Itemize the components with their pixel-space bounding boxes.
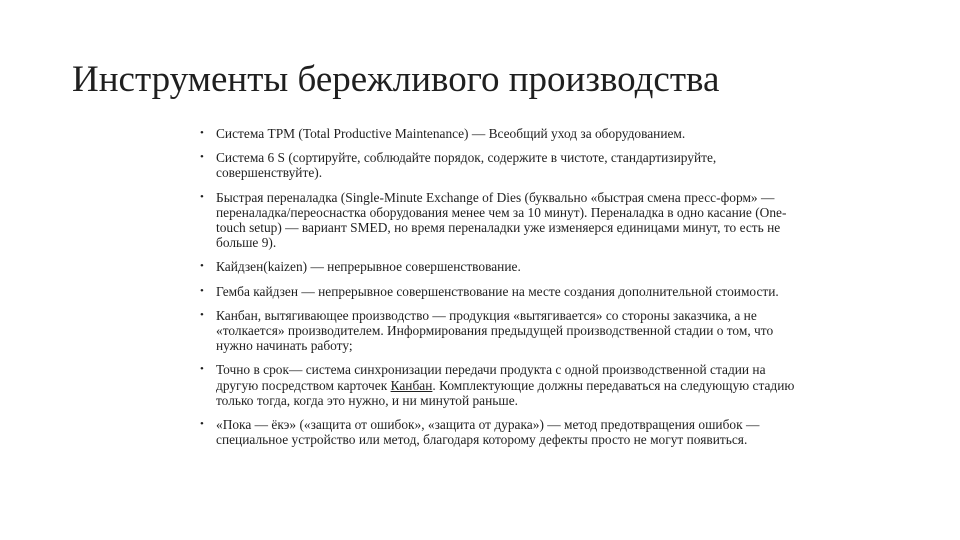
bullet-text: Система 6 S (сортируйте, соблюдайте порядок, содержите в чистоте, стандартизируйте, совершенствуйте). — [216, 150, 717, 181]
bullet-text-before: Точно в срок— система синхронизации передачи продукта с одной производственной стадии на другую посредством карточек — [216, 362, 766, 393]
kanban-link[interactable]: Канбан — [390, 377, 433, 393]
bullet-item-gemba-kaizen — [200, 284, 800, 299]
bullet-text: Кайдзен(kaizen) — непрерывное совершенствование. — [216, 259, 521, 275]
bullet-icon: • — [200, 284, 204, 297]
bullet-item-poka-yoke — [200, 417, 800, 447]
bullet-icon: • — [200, 418, 204, 431]
bullet-text: «Пока — ёкэ» («защита от ошибок», «защита от дурака») — метод предотвращения ошибок — специальное устройство или метод, благодаря которому дефекты просто не могут появиться. — [216, 417, 760, 448]
bullet-item-smed — [200, 190, 800, 251]
bullet-item-just-in-time — [200, 362, 800, 408]
bullet-text: Быстрая переналадка (Single-Minute Exchange of Dies (буквально «быстрая смена пресс-форм» — переналадка/переоснастка оборудования менее чем за 10 минут). Переналадка в одно касание (One-touch setup) — вариант SMED, но время переналадки уже изменяерся единицами минут, то есть не больше 9). — [216, 189, 787, 251]
bullet-icon: • — [200, 308, 204, 321]
bullet-text-after: . Комплектующие должны передаваться на следующую стадию только тогда, когда это нужно, и ни минутой раньше. — [216, 377, 795, 408]
bullet-text: Гемба кайдзен — непрерывное совершенствование на месте создания дополнительной стоимости. — [216, 283, 779, 299]
bullet-icon: • — [200, 260, 204, 273]
bullet-item-tpm — [200, 126, 800, 141]
bullet-icon: • — [200, 151, 204, 164]
bullet-item-kanban — [200, 308, 800, 354]
slide-title: Инструменты бережливого производства — [72, 59, 720, 100]
bullet-list — [200, 126, 800, 456]
bullet-item-kaizen — [200, 259, 800, 274]
bullet-icon: • — [200, 190, 204, 203]
bullet-icon: • — [200, 127, 204, 139]
bullet-item-6s — [200, 150, 800, 180]
bullet-icon: • — [200, 363, 204, 376]
bullet-text: Канбан, вытягивающее производство — продукция «вытягивается» со стороны заказчика, а не «толкается» производителем. Информирования предыдущей производственной стадии о том, что нужно начинать работу; — [216, 307, 774, 354]
bullet-text: Система TPM (Total Productive Maintenance) — Всеобщий уход за оборудованием. — [216, 126, 686, 141]
